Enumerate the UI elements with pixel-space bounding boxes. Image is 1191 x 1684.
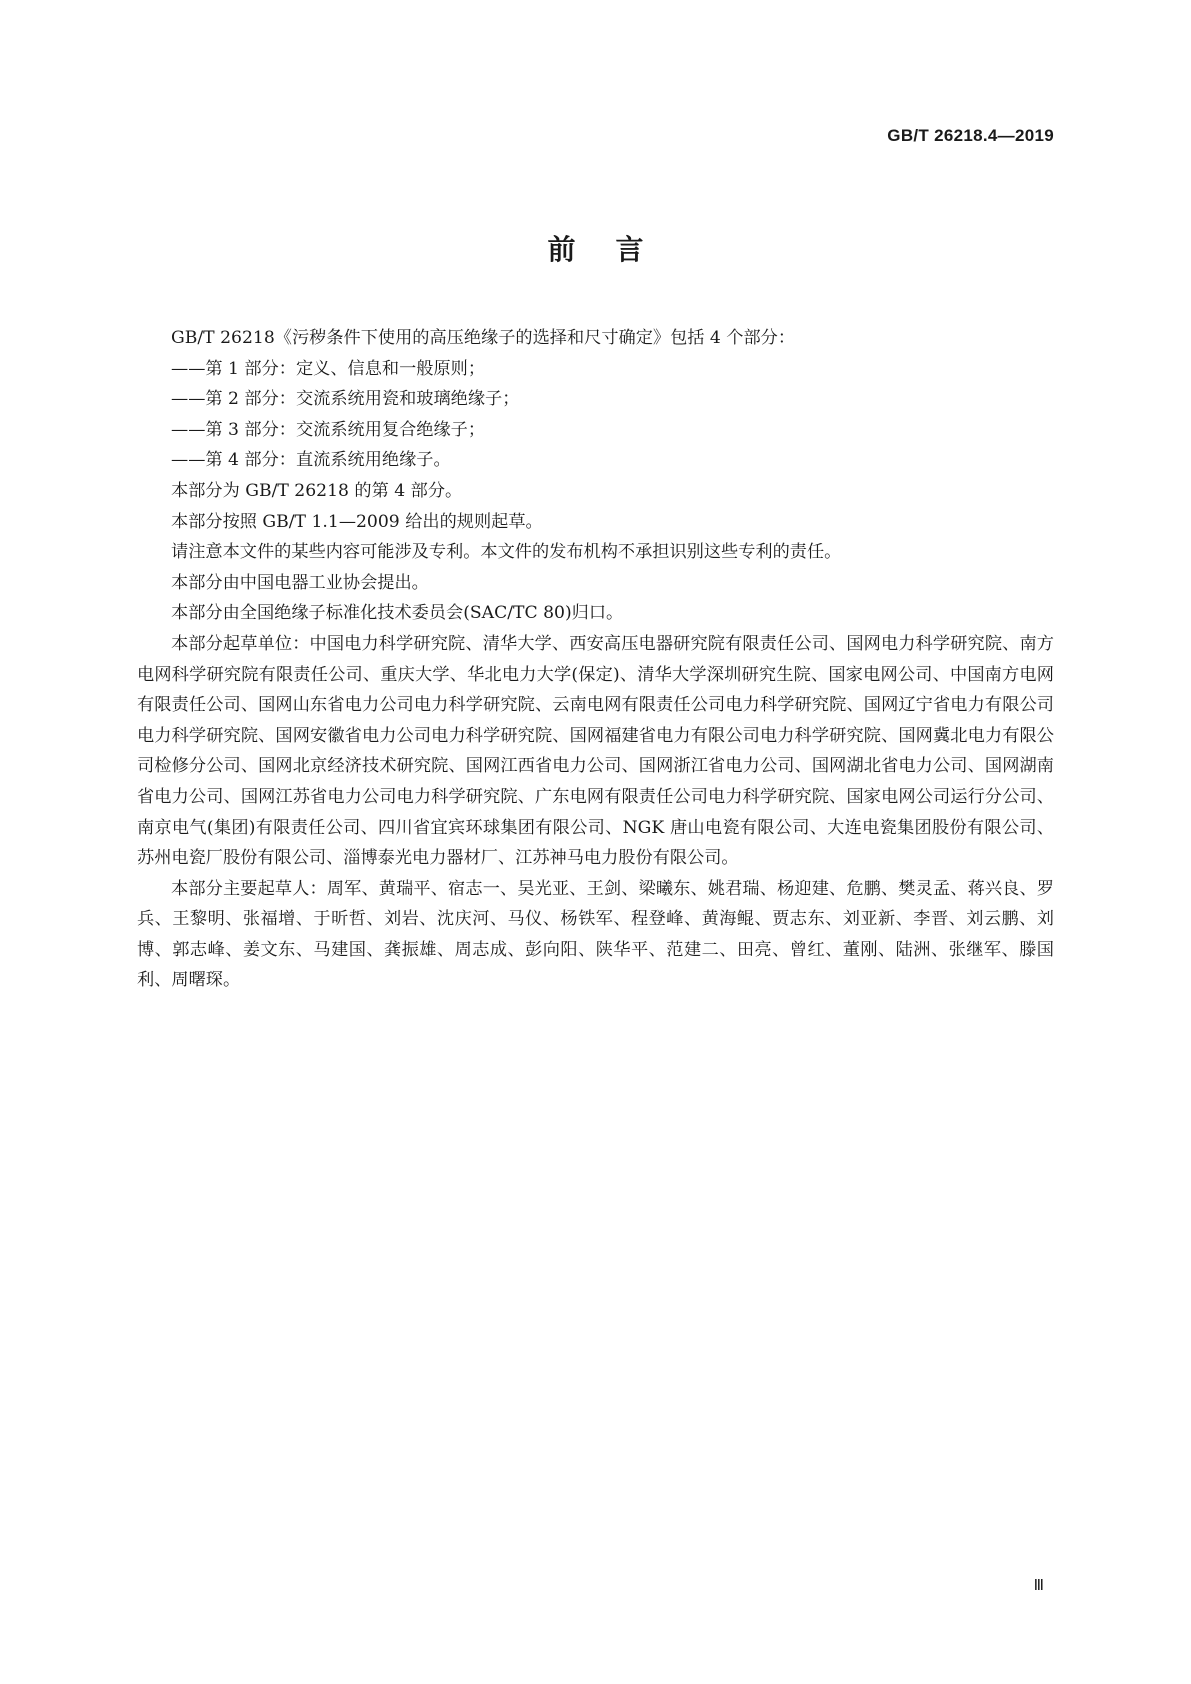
list-item: ——第 3 部分：交流系统用复合绝缘子； xyxy=(171,419,486,440)
drafters-paragraph: 本部分主要起草人：周军、黄瑞平、宿志一、吴光亚、王剑、梁曦东、姚君瑞、杨迎建、危鹏、樊灵孟、蒋兴良、罗兵、王黎明、张福增、于昕哲、刘岩、沈庆河、马仪、杨铁军、程登峰、黄海鲲、贾志东、刘亚新、李晋、刘云鹏、刘博、郭志峰、姜文东、马建国、龚振雄、周志成、彭向阳、陕华平、范建二、田亮、曾红、董刚、陆洲、张继军、滕国利、周曙琛。 xyxy=(137,878,1054,991)
patent-notice-paragraph: 请注意本文件的某些内容可能涉及专利。本文件的发布机构不承担识别这些专利的责任。 xyxy=(171,542,842,563)
drafting-units-paragraph: 本部分起草单位：中国电力科学研究院、清华大学、西安高压电器研究院有限责任公司、国网电力科学研究院、南方电网科学研究院有限责任公司、重庆大学、华北电力大学(保定)、清华大学深圳研究生院、国家电网公司、中国南方电网有限责任公司、国网山东省电力公司电力科学研究院、云南电网有限责任公司电力科学研究院、国网辽宁省电力有限公司电力科学研究院、国网安徽省电力公司电力科学研究院、国网福建省电力有限公司电力科学研究院、国网冀北电力有限公司检修分公司、国网北京经济技术研究院、国网江西省电力公司、国网浙江省电力公司、国网湖北省电力公司、国网湖南省电力公司、国网江苏省电力公司电力科学研究院、广东电网有限责任公司电力科学研究院、国家电网公司运行分公司、南京电气(集团)有限责任公司、四川省宜宾环球集团有限公司、NGK 唐山电瓷有限公司、大连电瓷集团股份有限公司、苏州电瓷厂股份有限公司、淄博泰光电力器材厂、江苏神马电力股份有限公司。 xyxy=(137,633,1054,869)
committee-paragraph: 本部分由全国绝缘子标准化技术委员会(SAC/TC 80)归口。 xyxy=(171,603,624,624)
list-item: ——第 4 部分：直流系统用绝缘子。 xyxy=(171,450,451,471)
standard-number: GB/T 26218.4—2019 xyxy=(887,126,1054,145)
page-number: Ⅲ xyxy=(1033,1578,1044,1594)
list-item: ——第 1 部分：定义、信息和一般原则； xyxy=(171,358,486,379)
intro-paragraph: GB/T 26218《污秽条件下使用的高压绝缘子的选择和尺寸确定》包括 4 个部分： xyxy=(171,328,796,348)
paragraph: 本部分为 GB/T 26218 的第 4 部分。 xyxy=(171,480,463,501)
foreword-body xyxy=(137,323,1054,996)
proposer-paragraph: 本部分由中国电器工业协会提出。 xyxy=(171,572,429,593)
page-title: 前言 xyxy=(547,233,684,266)
paragraph: 本部分按照 GB/T 1.1—2009 给出的规则起草。 xyxy=(171,511,543,532)
list-item: ——第 2 部分：交流系统用瓷和玻璃绝缘子； xyxy=(171,389,520,410)
